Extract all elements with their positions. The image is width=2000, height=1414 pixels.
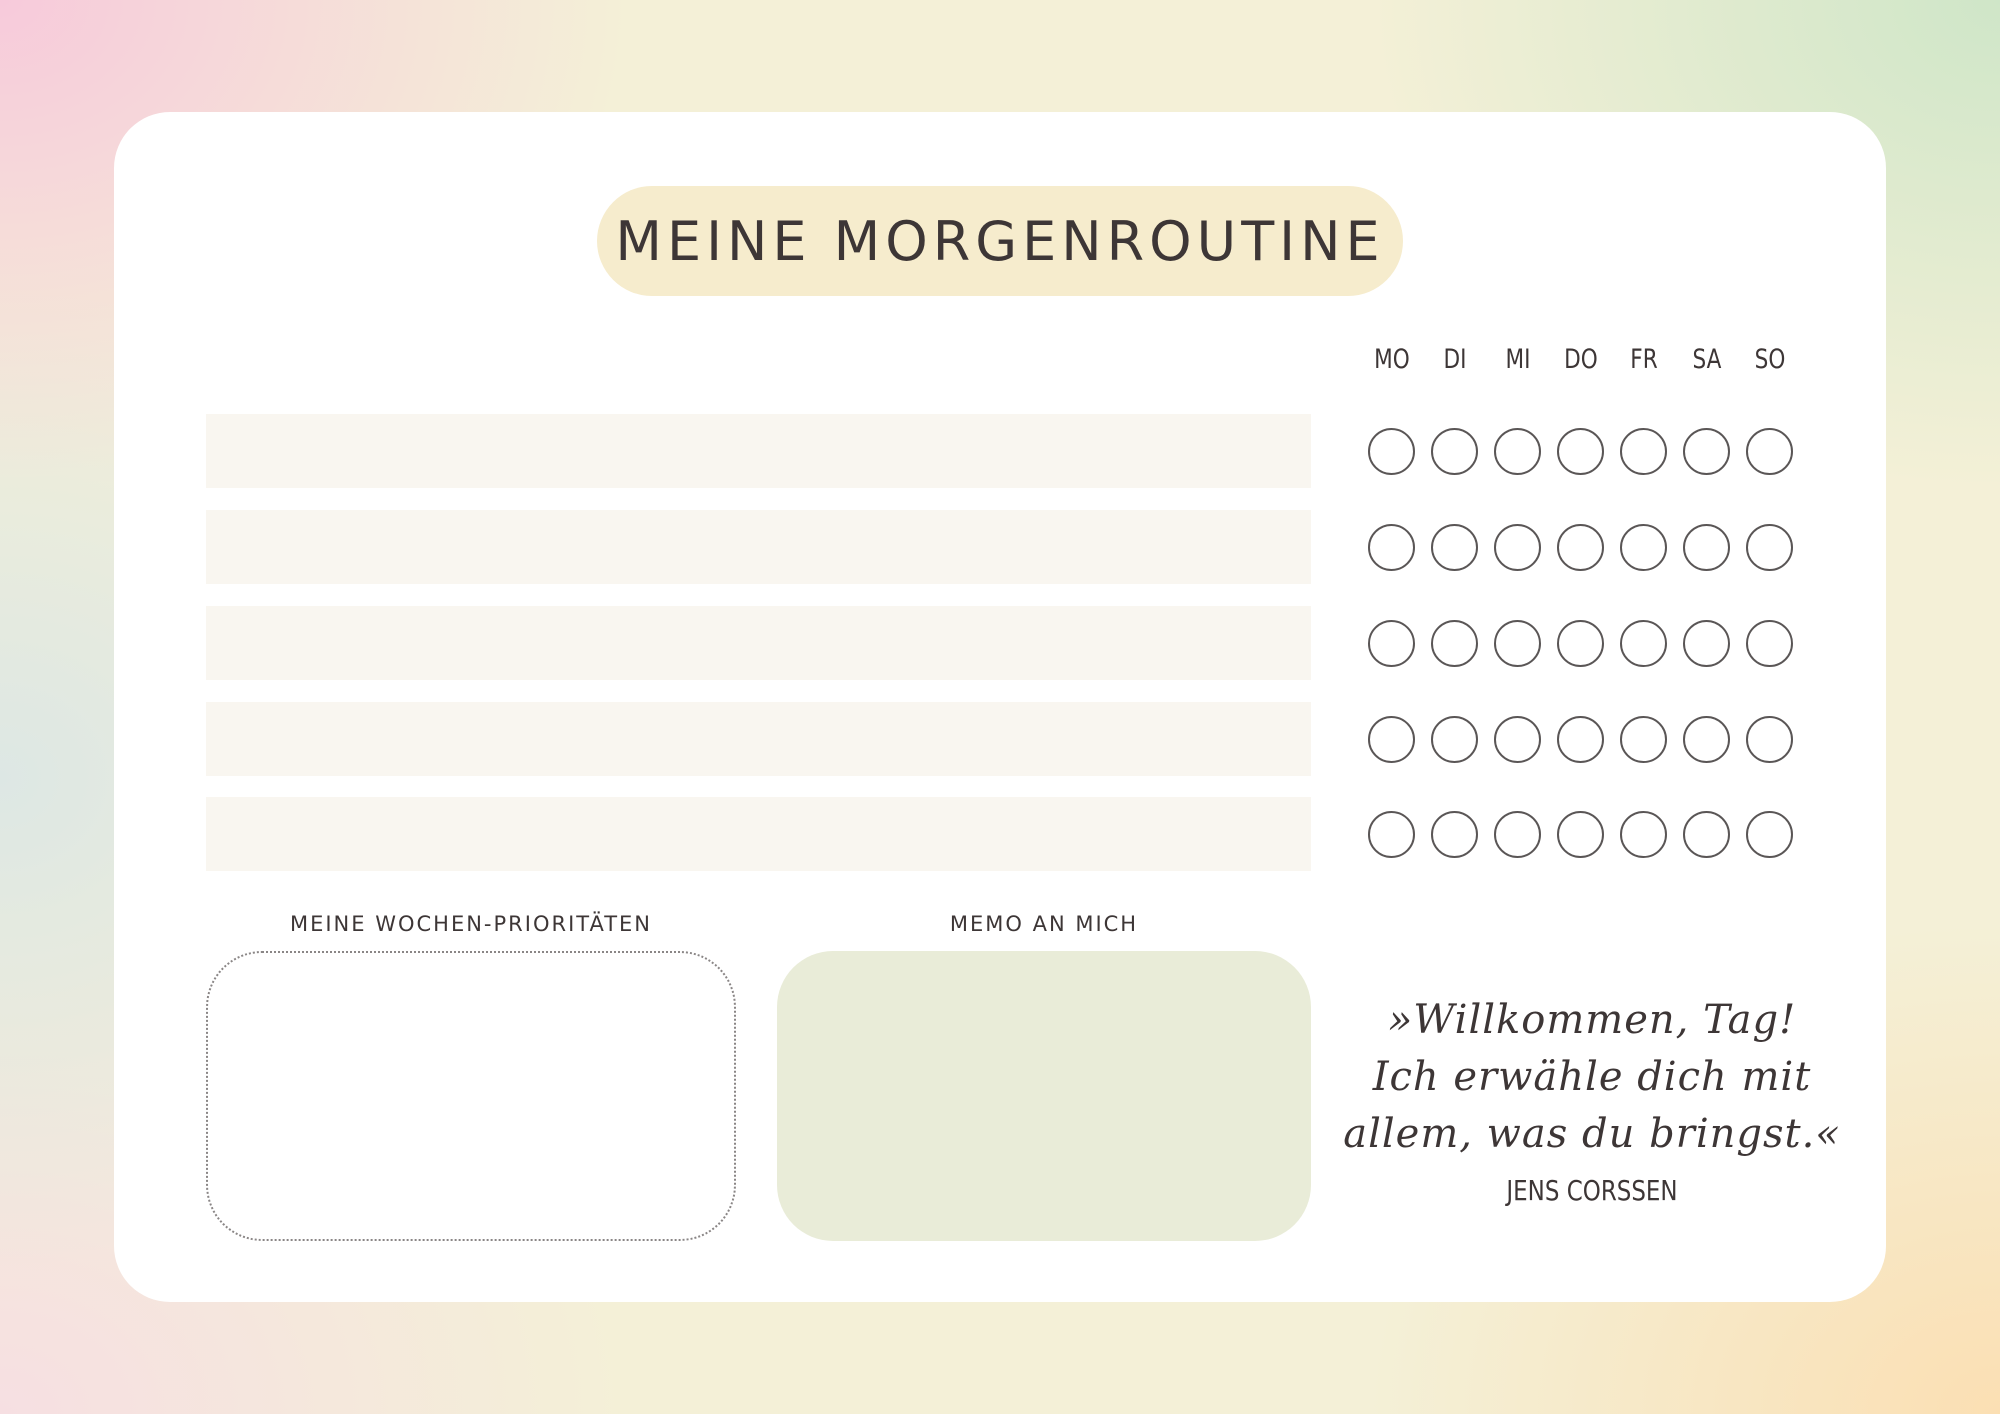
check-circle-r4-so[interactable] <box>1746 716 1793 763</box>
day-label-mi: MI <box>1505 344 1531 375</box>
check-circle-r2-sa[interactable] <box>1683 524 1730 571</box>
check-circle-r1-do[interactable] <box>1557 428 1604 475</box>
quote-author: JENS CORSSEN <box>1506 1174 1678 1207</box>
day-label-fr: FR <box>1630 344 1658 375</box>
check-circle-r1-fr[interactable] <box>1620 428 1667 475</box>
check-circle-r2-mi[interactable] <box>1494 524 1541 571</box>
check-circle-r5-fr[interactable] <box>1620 811 1667 858</box>
check-circle-r2-fr[interactable] <box>1620 524 1667 571</box>
priorities-box[interactable] <box>206 951 736 1241</box>
routine-row-5[interactable] <box>206 797 1311 871</box>
priorities-label: MEINE WOCHEN-PRIORITÄTEN <box>289 912 653 936</box>
check-circle-r4-di[interactable] <box>1431 716 1478 763</box>
check-circle-r1-so[interactable] <box>1746 428 1793 475</box>
quote <box>1332 992 1852 1163</box>
check-circle-r2-so[interactable] <box>1746 524 1793 571</box>
check-circle-r3-so[interactable] <box>1746 620 1793 667</box>
routine-row-3[interactable] <box>206 606 1311 680</box>
day-label-do: DO <box>1564 344 1598 375</box>
check-circle-r5-di[interactable] <box>1431 811 1478 858</box>
check-circle-r4-sa[interactable] <box>1683 716 1730 763</box>
check-circle-r3-sa[interactable] <box>1683 620 1730 667</box>
day-label-mo: MO <box>1374 344 1410 375</box>
check-circle-r3-fr[interactable] <box>1620 620 1667 667</box>
quote-line-1: »Willkommen, Tag! <box>1387 997 1797 1043</box>
check-circle-r5-do[interactable] <box>1557 811 1604 858</box>
check-circle-r1-mi[interactable] <box>1494 428 1541 475</box>
check-circle-r2-di[interactable] <box>1431 524 1478 571</box>
check-circle-r3-do[interactable] <box>1557 620 1604 667</box>
day-label-di: DI <box>1443 344 1467 375</box>
day-label-sa: SA <box>1692 344 1722 375</box>
check-circle-r4-do[interactable] <box>1557 716 1604 763</box>
check-circle-r4-fr[interactable] <box>1620 716 1667 763</box>
routine-row-1[interactable] <box>206 414 1311 488</box>
memo-box[interactable] <box>777 951 1311 1241</box>
quote-line-3: allem, was du bringst.« <box>1343 1111 1841 1157</box>
check-circle-r1-mo[interactable] <box>1368 428 1415 475</box>
check-circle-r3-di[interactable] <box>1431 620 1478 667</box>
check-circle-r2-do[interactable] <box>1557 524 1604 571</box>
check-circle-r2-mo[interactable] <box>1368 524 1415 571</box>
check-circle-r4-mi[interactable] <box>1494 716 1541 763</box>
check-circle-r3-mo[interactable] <box>1368 620 1415 667</box>
check-circle-r1-di[interactable] <box>1431 428 1478 475</box>
title-banner <box>597 186 1403 296</box>
check-circle-r4-mo[interactable] <box>1368 716 1415 763</box>
check-circle-r3-mi[interactable] <box>1494 620 1541 667</box>
page-title: MEINE MORGENROUTINE <box>615 209 1385 273</box>
planner-card <box>114 112 1886 1302</box>
check-circle-r1-sa[interactable] <box>1683 428 1730 475</box>
check-circle-r5-so[interactable] <box>1746 811 1793 858</box>
routine-row-4[interactable] <box>206 702 1311 776</box>
routine-row-2[interactable] <box>206 510 1311 584</box>
check-circle-r5-mi[interactable] <box>1494 811 1541 858</box>
day-label-so: SO <box>1754 344 1786 375</box>
quote-line-2: Ich erwähle dich mit <box>1372 1054 1812 1100</box>
check-circle-r5-mo[interactable] <box>1368 811 1415 858</box>
check-circle-r5-sa[interactable] <box>1683 811 1730 858</box>
memo-label: MEMO AN MICH <box>949 912 1139 936</box>
